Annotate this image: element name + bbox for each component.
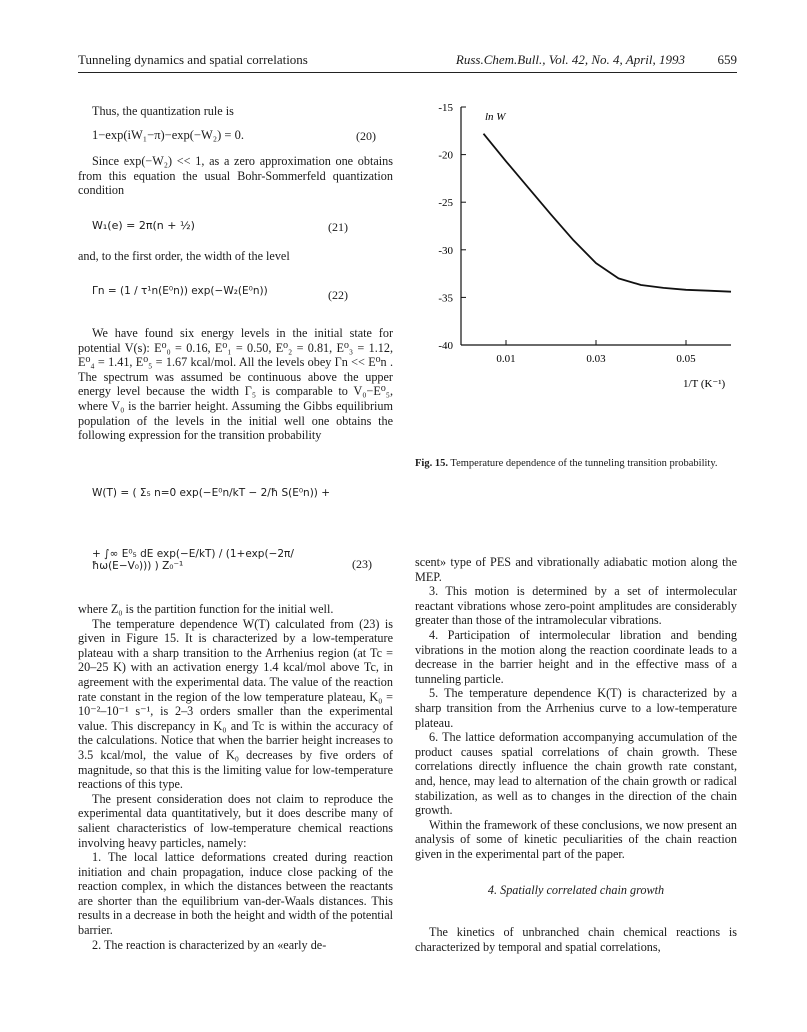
equation-number: (22) [328, 288, 348, 302]
header-rule [78, 72, 737, 73]
equation-number: (20) [356, 129, 376, 143]
equation-23-line2: + ∫∞ E⁰₅ dE exp(−E/kT) / (1+exp(−2π/ħω(E−V₀))) ) Z₀⁻¹ [92, 548, 294, 572]
x-tick-label: 0.03 [586, 353, 606, 365]
caption-text: Temperature dependence of the tunneling transition probability. [450, 458, 718, 469]
equation-23-line1: W(T) = ( Σ₅ n=0 exp(−E⁰n/kT − 2/ħ S(E⁰n)) + [92, 487, 331, 499]
journal-citation: Russ.Chem.Bull., Vol. 42, No. 4, April, 1993 [455, 52, 685, 67]
x-tick-label: 0.01 [496, 353, 516, 365]
equation-number: (23) [352, 557, 372, 571]
y-tick-label: -20 [438, 149, 453, 162]
page-number: 659 [717, 52, 737, 67]
x-tick-label: 0.05 [676, 353, 696, 365]
caption-label: Fig. 15. [415, 458, 448, 469]
y-tick-label: -15 [438, 102, 453, 114]
paragraph: scent» type of PES and vibrationally adiabatic motion along the MEP. 3. This motion is determined by a set of intermolecular reactant vibrations whose zero-point amplitudes are considerably greater than those of the intramolecular vibrations. 4. Participation of intermolecular libration and bending vibrations in the motion along the reaction coordinate leads to a decrease in the barrier height and in the effective mass of a tunneling particle. 5. The temperature dependence K(T) is characterized by a sharp transition from the Arrhenius curve to a low-temperature plateau. 6. The lattice deformation accompanying accumulation of the product causes spatial correlations of chain growth. These correlations directly influence the chain growth rate constant, and, hence, may lead to alternation of the chain growth or radical stabilization, as well as to changes in the direction of the chain growth. Within the framework of these conclusions, we now present an analysis of some of kinetic peculiarities of the chain reaction given in the experimental part of the paper. [415, 555, 737, 861]
paragraph: The kinetics of unbranched chain chemical reactions is characterized by temporal and spatial correlations, [415, 925, 737, 954]
article-short-title: Tunneling dynamics and spatial correlations [78, 52, 308, 67]
running-header [78, 52, 737, 72]
paragraph: and, to the first order, the width of the level [78, 249, 290, 263]
y-tick-label: -35 [438, 292, 453, 305]
paragraph: where Z₀ is the partition function for the initial well. The temperature dependence W(T) calculated from (23) is given in Figure 15. It is characterized by a low-temperature plateau with a sharp transition to the Arrhenius region (at Tc = 20–25 K) with an activation energy 1.4 kcal/mol above Tc, in agreement with the experimental data. The value of the reaction rate constant in the region of the low temperature plateau, K₀ = 10⁻²–10⁻¹ s⁻¹, is 2–3 orders smaller than the experimental value. This discrepancy in K₀ and Tc is within the accuracy of the calculations. Notice that when the barrier height increases to 3.5 kcal/mol, the value of K₀ decreases by five orders of magnitude, so that this is the limiting value for low-temperature reactions of this type. The present consideration does not claim to reproduce the experimental data quantitatively, but it does describe many of salient characteristics of low-temperature chemical reactions involving heavy particles, namely: 1. The local lattice deformations created during reaction initiation and chain propagation, induce close packing of the reaction complex, in which the distances between the reactants are shorter than the equilibrium van-der-Waals distances. This results in a decrease in both the height and width of the potential barrier. 2. The reaction is characterized by an «early de- [78, 602, 393, 952]
x-axis-label: 1/T (K⁻¹) [683, 378, 726, 390]
y-tick-label: -25 [438, 197, 453, 210]
series-line [484, 134, 732, 292]
equation-20: 1−exp(iW₁−π)−exp(−W₂) = 0. [92, 128, 244, 142]
section-heading: 4. Spatially correlated chain growth [487, 883, 665, 897]
y-axis-label: ln W [485, 111, 506, 123]
y-tick-label: -30 [438, 244, 453, 257]
paragraph: Since exp(−W₂) << 1, as a zero approximation one obtains from this equation the usual Bohr-Sommerfeld quantization condition [78, 154, 393, 198]
y-tick-label: -40 [438, 340, 453, 352]
paragraph: Thus, the quantization rule is [92, 104, 234, 118]
paragraph: We have found six energy levels in the initial state for potential V(s): E⁰₀ = 0.16, E⁰₁ = 0.50, E⁰₂ = 0.81, E⁰₃ = 1.12, E⁰₄ = 1.41, E⁰₅ = 1.67 kcal/mol. All the levels obey Γn << E⁰n . The spectrum was assumed be continuous above the upper energy level because the width Γ₅ is comparable to V₀−E⁰₅, where V₀ is the barrier height. Assuming the Gibbs equilibrium population of the levels in the initial well one obtains the following expression for the transition probability [78, 326, 393, 443]
equation-number: (21) [328, 220, 348, 234]
equation-22: Γn = (1 / τ¹n(E⁰n)) exp(−W₂(E⁰n)) [92, 285, 268, 297]
figure-15-chart [415, 95, 745, 395]
equation-21: W₁(e) = 2π(n + ½) [92, 219, 195, 232]
figure-caption [415, 458, 737, 471]
